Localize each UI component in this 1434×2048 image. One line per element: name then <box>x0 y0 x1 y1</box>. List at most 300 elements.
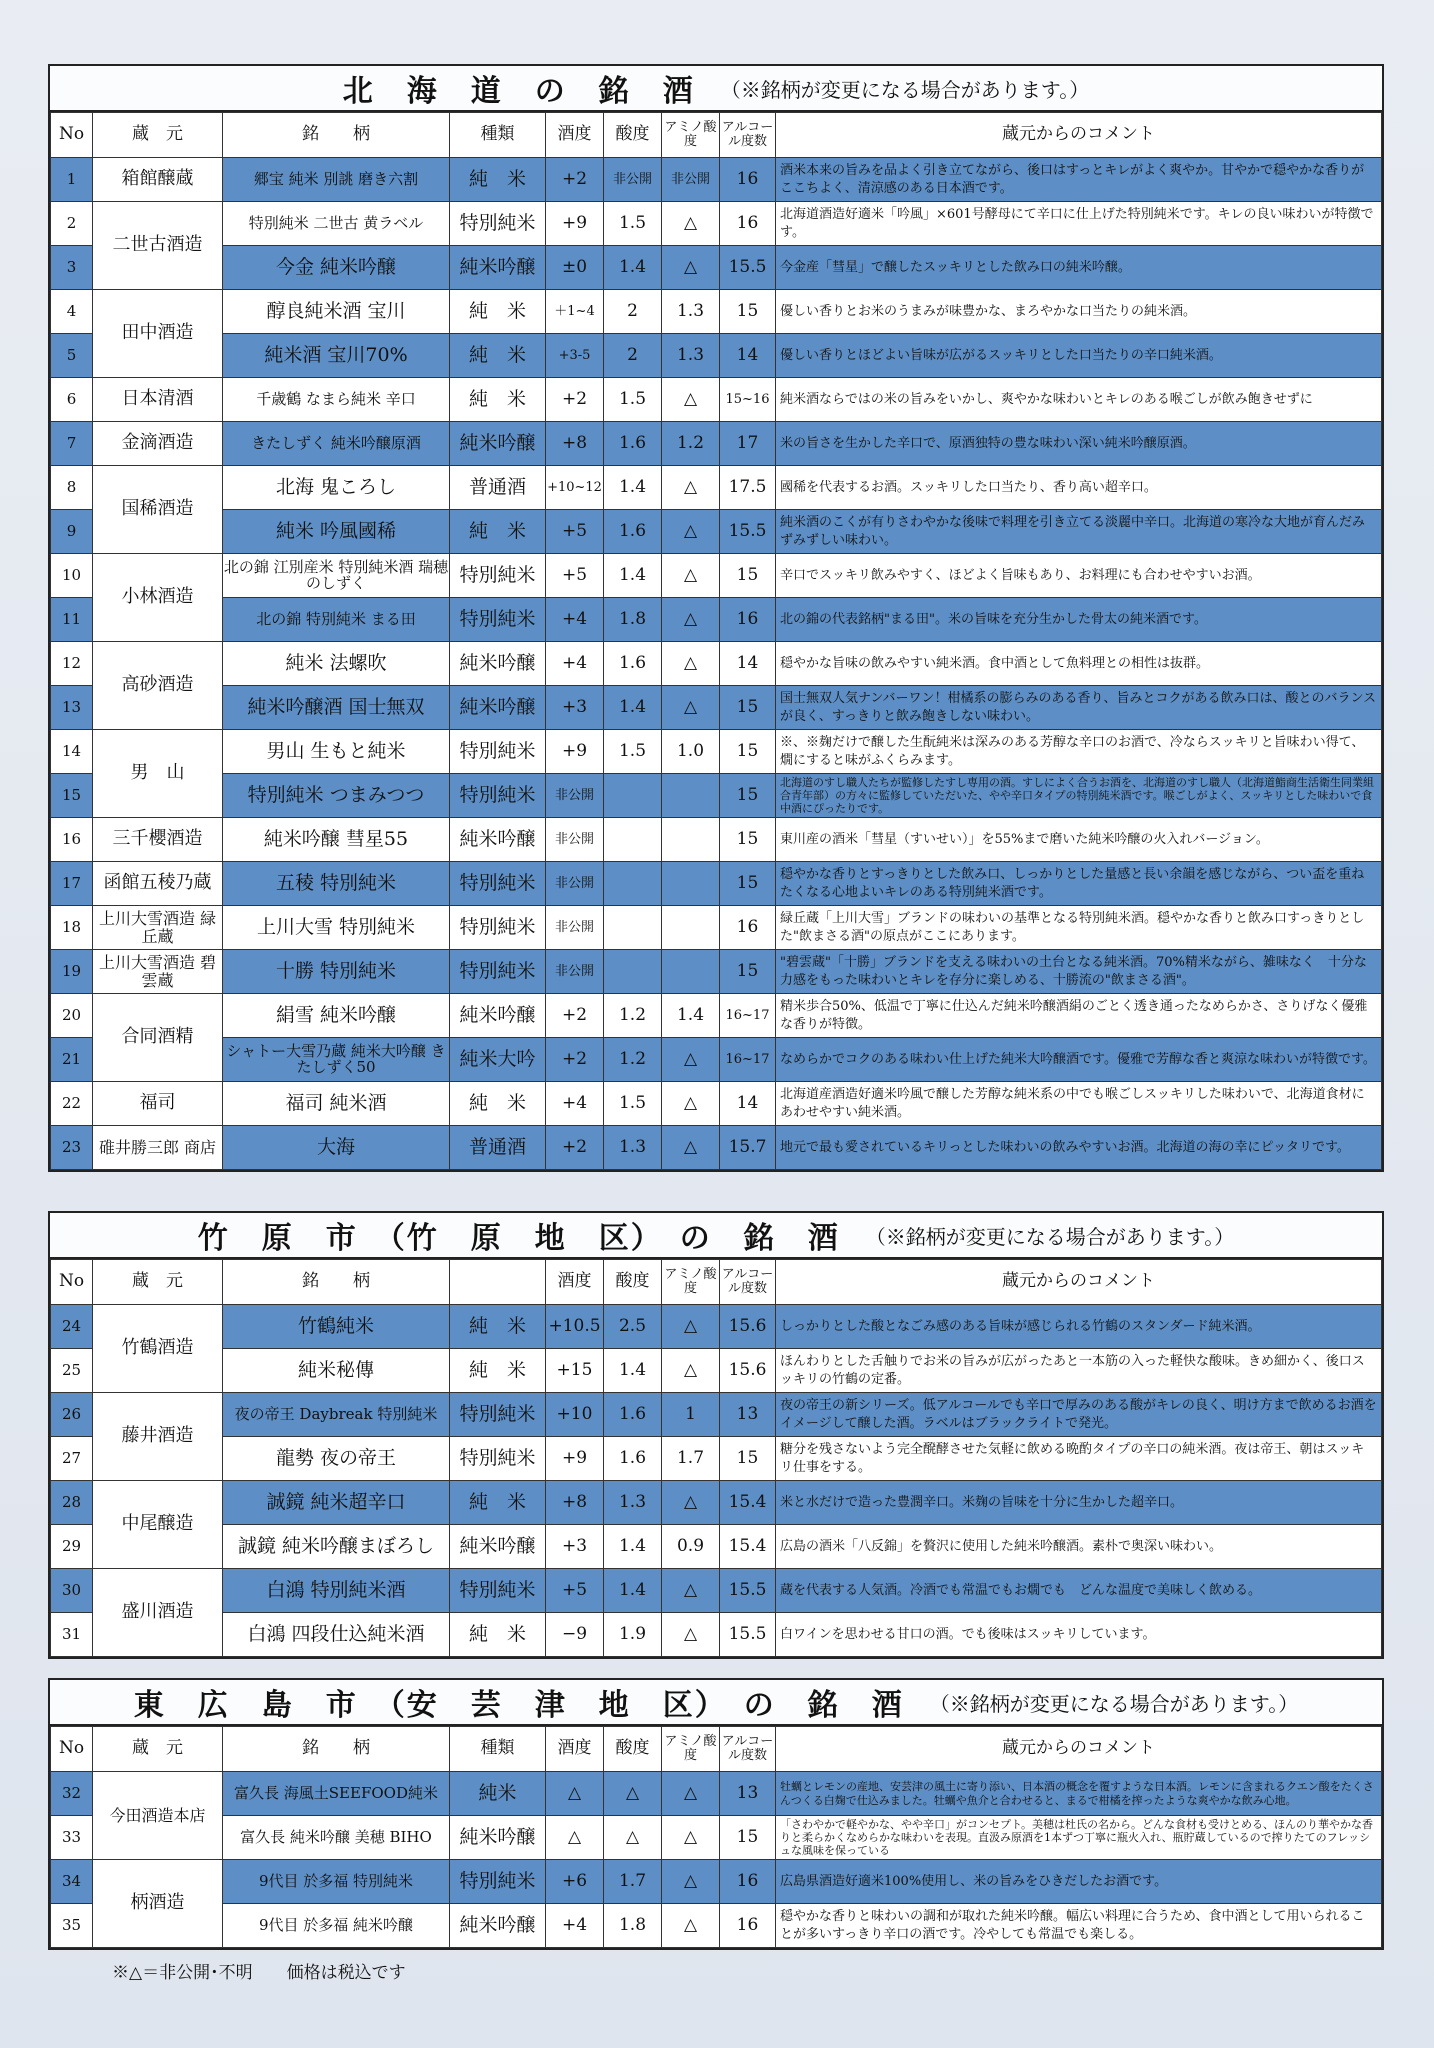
row-no: 14 <box>51 730 93 774</box>
row-sake: +4 <box>546 598 604 642</box>
row-acid: △ <box>604 1772 662 1816</box>
row-sake: +10~12 <box>546 466 604 510</box>
row-amino: △ <box>662 554 720 598</box>
header-kura: 蔵 元 <box>93 1260 223 1305</box>
row-sake: +2 <box>546 1126 604 1170</box>
sake-table <box>50 1259 1382 1657</box>
row-acid: 1.7 <box>604 1860 662 1904</box>
table-row <box>51 1437 1382 1481</box>
row-comment: 蔵を代表する人気酒。冷酒でも常温でもお燗でも どんな温度で美味しく飲める。 <box>776 1569 1382 1613</box>
row-kind: 純 米 <box>450 158 546 202</box>
table-row <box>51 1525 1382 1569</box>
row-amino: 1.3 <box>662 290 720 334</box>
row-kura: 合同酒精 <box>93 994 223 1082</box>
row-comment: 酒米本来の旨みを品よく引き立てながら、後口はすっとキレがよく爽やか。甘やかで穏やかな香りがここちよく、清涼感のある日本酒です。 <box>776 158 1382 202</box>
row-brand: 白鴻 特別純米酒 <box>223 1569 450 1613</box>
row-brand: 絹雪 純米吟醸 <box>223 994 450 1038</box>
row-kura: 国稀酒造 <box>93 466 223 554</box>
row-alc: 16 <box>720 598 776 642</box>
row-amino: △ <box>662 1126 720 1170</box>
row-sake: +9 <box>546 730 604 774</box>
row-alc: 15 <box>720 1816 776 1860</box>
header-amino: アミノ酸度 <box>662 1727 720 1772</box>
row-sake: +5 <box>546 510 604 554</box>
table-row <box>51 422 1382 466</box>
row-alc: 15.4 <box>720 1481 776 1525</box>
row-amino: △ <box>662 1349 720 1393</box>
header-acid: 酸度 <box>604 1727 662 1772</box>
row-alc: 16 <box>720 1904 776 1948</box>
row-kura: 福司 <box>93 1082 223 1126</box>
row-alc: 17 <box>720 422 776 466</box>
row-alc: 16~17 <box>720 1038 776 1082</box>
row-no: 20 <box>51 994 93 1038</box>
row-kind: 純 米 <box>450 1305 546 1349</box>
row-amino: 1.0 <box>662 730 720 774</box>
table-row <box>51 1772 1382 1816</box>
header-acid: 酸度 <box>604 1260 662 1305</box>
header-comment: 蔵元からのコメント <box>776 1727 1382 1772</box>
row-alc: 14 <box>720 1082 776 1126</box>
row-comment: 広島県酒造好適米100%使用し、米の旨みをひきだしたお酒です。 <box>776 1860 1382 1904</box>
row-brand: 北の錦 江別産米 特別純米酒 瑞穂のしずく <box>223 554 450 598</box>
row-amino: △ <box>662 686 720 730</box>
row-sake: +4 <box>546 642 604 686</box>
sake-table <box>50 1726 1382 1948</box>
row-kind: 純 米 <box>450 1481 546 1525</box>
header-alc: アルコール度数 <box>720 1260 776 1305</box>
table-row <box>51 774 1382 818</box>
row-comment: 米の旨さを生かした辛口で、原酒独特の豊な味わい深い純米吟醸原酒。 <box>776 422 1382 466</box>
row-amino: △ <box>662 1481 720 1525</box>
table-row <box>51 202 1382 246</box>
row-brand: 郷宝 純米 別誂 磨き六割 <box>223 158 450 202</box>
table-row <box>51 1860 1382 1904</box>
row-alc: 16 <box>720 158 776 202</box>
row-comment: 緑丘蔵「上川大雪」ブランドの味わいの基準となる特別純米酒。穏やかな香りと飲み口すっきりとした"飲まさる酒"の原点がここにあります。 <box>776 906 1382 950</box>
row-acid: 1.5 <box>604 378 662 422</box>
row-no: 17 <box>51 862 93 906</box>
row-amino: △ <box>662 1772 720 1816</box>
row-kind: 特別純米 <box>450 554 546 598</box>
row-acid: 1.3 <box>604 1126 662 1170</box>
row-comment: 精米歩合50%、低温で丁寧に仕込んだ純米吟醸酒絹のごとく透き通ったなめらかさ、さりげなく優雅な香りが特徴。 <box>776 994 1382 1038</box>
section-note: （※銘柄が変更になる場合があります。） <box>929 1691 1299 1716</box>
row-alc: 15 <box>720 950 776 994</box>
row-brand: 純米秘傳 <box>223 1349 450 1393</box>
row-brand: シャトー大雪乃蔵 純米大吟醸 きたしずく50 <box>223 1038 450 1082</box>
table-row <box>51 1082 1382 1126</box>
row-sake: +8 <box>546 1481 604 1525</box>
row-amino: △ <box>662 1082 720 1126</box>
row-alc: 15.6 <box>720 1349 776 1393</box>
row-comment: 国士無双人気ナンバーワン！柑橘系の膨らみのある香り、旨みとコクがある飲み口は、酸とのバランスが良く、すっきりと飲み飽きしない味わい。 <box>776 686 1382 730</box>
row-brand: 純米吟醸酒 国士無双 <box>223 686 450 730</box>
row-sake: ±0 <box>546 246 604 290</box>
table-row <box>51 1569 1382 1613</box>
header-alc: アルコール度数 <box>720 113 776 158</box>
row-sake: +9 <box>546 202 604 246</box>
row-brand: 純米 法螺吹 <box>223 642 450 686</box>
table-row <box>51 906 1382 950</box>
table-row <box>51 334 1382 378</box>
row-alc: 15 <box>720 1437 776 1481</box>
row-no: 6 <box>51 378 93 422</box>
section-title-bar <box>50 1213 1382 1259</box>
header-row <box>51 1727 1382 1772</box>
row-sake: +4 <box>546 1082 604 1126</box>
row-no: 21 <box>51 1038 93 1082</box>
row-amino: △ <box>662 510 720 554</box>
row-acid <box>604 818 662 862</box>
row-no: 16 <box>51 818 93 862</box>
row-alc: 16 <box>720 1860 776 1904</box>
row-brand: 誠鏡 純米超辛口 <box>223 1481 450 1525</box>
row-amino <box>662 906 720 950</box>
row-kind: 純 米 <box>450 378 546 422</box>
row-kind: 純米吟醸 <box>450 686 546 730</box>
table-row <box>51 1904 1382 1948</box>
row-comment: 牡蠣とレモンの産地、安芸津の風土に寄り添い、日本酒の概念を覆すような日本酒。レモンに含まれるクエン酸をたくさんつくる白麹で仕込みました。牡蠣や魚介と合わせると、まるで柑橘を搾ったような爽やかな飲み心地。 <box>776 1772 1382 1816</box>
row-no: 34 <box>51 1860 93 1904</box>
table-row <box>51 290 1382 334</box>
row-alc: 15 <box>720 818 776 862</box>
row-kind: 特別純米 <box>450 862 546 906</box>
row-kura: 田中酒造 <box>93 290 223 378</box>
row-acid: 1.4 <box>604 466 662 510</box>
row-kind: 特別純米 <box>450 1393 546 1437</box>
row-kind: 純米吟醸 <box>450 1816 546 1860</box>
row-alc: 15 <box>720 686 776 730</box>
table-row <box>51 1613 1382 1657</box>
row-no: 28 <box>51 1481 93 1525</box>
hokkaido-section <box>48 64 1384 1172</box>
row-acid: 1.6 <box>604 510 662 554</box>
row-alc: 13 <box>720 1772 776 1816</box>
row-no: 15 <box>51 774 93 818</box>
header-comment: 蔵元からのコメント <box>776 1260 1382 1305</box>
row-acid <box>604 774 662 818</box>
row-alc: 14 <box>720 642 776 686</box>
table-row <box>51 730 1382 774</box>
table-row <box>51 1305 1382 1349</box>
row-kind: 純米吟醸 <box>450 994 546 1038</box>
row-kind: 純 米 <box>450 1349 546 1393</box>
row-amino: 0.9 <box>662 1525 720 1569</box>
row-comment: 北海道産酒造好適米吟風で醸した芳醇な純米系の中でも喉ごしスッキリした味わいで、北海道食材にあわせやすい純米酒。 <box>776 1082 1382 1126</box>
row-amino: △ <box>662 642 720 686</box>
header-sake: 酒度 <box>546 1260 604 1305</box>
row-kind: 特別純米 <box>450 730 546 774</box>
row-comment: 今金産「彗星」で醸したスッキリとした飲み口の純米吟醸。 <box>776 246 1382 290</box>
header-sake: 酒度 <box>546 113 604 158</box>
row-amino: △ <box>662 598 720 642</box>
row-sake: △ <box>546 1816 604 1860</box>
row-brand: 福司 純米酒 <box>223 1082 450 1126</box>
row-kind: 特別純米 <box>450 598 546 642</box>
row-comment: 米と水だけで造った豊潤辛口。米麹の旨味を十分に生かした超辛口。 <box>776 1481 1382 1525</box>
row-kind: 普通酒 <box>450 1126 546 1170</box>
header-sake: 酒度 <box>546 1727 604 1772</box>
row-kind: 純米 <box>450 1772 546 1816</box>
table-row <box>51 466 1382 510</box>
row-brand: 純米 吟風國稀 <box>223 510 450 554</box>
header-kind: 種類 <box>450 113 546 158</box>
table-row <box>51 378 1382 422</box>
table-row <box>51 1126 1382 1170</box>
row-sake: +4 <box>546 1904 604 1948</box>
header-no: No <box>51 1260 93 1305</box>
table-row <box>51 950 1382 994</box>
row-brand: 富久長 純米吟醸 美穂 BIHO <box>223 1816 450 1860</box>
header-brand: 銘 柄 <box>223 1260 450 1305</box>
row-brand: 特別純米 つまみつつ <box>223 774 450 818</box>
row-brand: 北海 鬼ころし <box>223 466 450 510</box>
row-comment: "碧雲蔵"「十勝」ブランドを支える味わいの土台となる純米酒。70%精米ながら、雑味なく 十分な力感をもった味わいとキレを存分に楽しめる、十勝流の"飲まさる酒"。 <box>776 950 1382 994</box>
row-no: 4 <box>51 290 93 334</box>
row-kura: 箱館醸蔵 <box>93 158 223 202</box>
row-kind: 純米吟醸 <box>450 1525 546 1569</box>
row-brand: 北の錦 特別純米 まる田 <box>223 598 450 642</box>
row-alc: 15 <box>720 554 776 598</box>
row-acid <box>604 862 662 906</box>
row-brand: 特別純米 二世古 黄ラベル <box>223 202 450 246</box>
header-no: No <box>51 113 93 158</box>
row-kind: 純 米 <box>450 510 546 554</box>
row-kura: 藤井酒造 <box>93 1393 223 1481</box>
row-alc: 15 <box>720 730 776 774</box>
row-sake: +5 <box>546 554 604 598</box>
section-title: 東 広 島 市 （安 芸 津 地 区） の 銘 酒 <box>133 1688 904 1723</box>
row-acid: 1.5 <box>604 202 662 246</box>
row-alc: 15.5 <box>720 1569 776 1613</box>
row-no: 23 <box>51 1126 93 1170</box>
table-row <box>51 1349 1382 1393</box>
row-sake: 非公開 <box>546 818 604 862</box>
row-alc: 15.5 <box>720 246 776 290</box>
row-amino <box>662 862 720 906</box>
row-kind: 純米吟醸 <box>450 422 546 466</box>
row-amino: △ <box>662 202 720 246</box>
row-sake: −9 <box>546 1613 604 1657</box>
row-sake: ＋1~4 <box>546 290 604 334</box>
row-comment: 優しい香りとお米のうまみが味豊かな、まろやかな口当たりの純米酒。 <box>776 290 1382 334</box>
row-sake: +3 <box>546 1525 604 1569</box>
row-sake: +6 <box>546 1860 604 1904</box>
row-no: 10 <box>51 554 93 598</box>
row-amino: 1.7 <box>662 1437 720 1481</box>
row-no: 8 <box>51 466 93 510</box>
row-brand: 夜の帝王 Daybreak 特別純米 <box>223 1393 450 1437</box>
row-alc: 16~17 <box>720 994 776 1038</box>
row-kind: 純 米 <box>450 1613 546 1657</box>
row-amino: △ <box>662 466 720 510</box>
row-kura: 竹鶴酒造 <box>93 1305 223 1393</box>
section-note: （※銘柄が変更になる場合があります。） <box>720 77 1090 102</box>
row-alc: 15~16 <box>720 378 776 422</box>
row-alc: 13 <box>720 1393 776 1437</box>
row-amino: △ <box>662 378 720 422</box>
row-amino: △ <box>662 1569 720 1613</box>
header-comment: 蔵元からのコメント <box>776 113 1382 158</box>
table-row <box>51 510 1382 554</box>
row-no: 1 <box>51 158 93 202</box>
row-kind: 特別純米 <box>450 1569 546 1613</box>
row-kura: 盛川酒造 <box>93 1569 223 1657</box>
table-row <box>51 862 1382 906</box>
header-kura: 蔵 元 <box>93 113 223 158</box>
row-kind: 純米吟醸 <box>450 1904 546 1948</box>
row-no: 11 <box>51 598 93 642</box>
row-kind: 純米吟醸 <box>450 642 546 686</box>
header-row <box>51 1260 1382 1305</box>
row-kind: 普通酒 <box>450 466 546 510</box>
row-no: 2 <box>51 202 93 246</box>
row-comment: 北海道酒造好適米「吟風」×601号酵母にて辛口に仕上げた特別純米です。キレの良い味わいが特徴です。 <box>776 202 1382 246</box>
row-acid: 1.4 <box>604 1569 662 1613</box>
row-kura: 柄酒造 <box>93 1860 223 1948</box>
row-amino: △ <box>662 1613 720 1657</box>
row-no: 5 <box>51 334 93 378</box>
row-comment: 白ワインを思わせる甘口の酒。でも後味はスッキリしています。 <box>776 1613 1382 1657</box>
row-comment: 北海道のすし職人たちが監修したすし専用の酒。すしによく合うお酒を、北海道のすし職人（北海道鮨商生活衛生同業組合青年部）の方々に監修していただいた、やや辛口タイプの特別純米酒です。喉ごしがよく、スッキリとした味わいで食中酒にぴったりです。 <box>776 774 1382 818</box>
row-acid: 1.6 <box>604 1437 662 1481</box>
row-comment: 穏やかな旨味の飲みやすい純米酒。食中酒として魚料理との相性は抜群。 <box>776 642 1382 686</box>
row-acid: 1.5 <box>604 1082 662 1126</box>
table-row <box>51 994 1382 1038</box>
row-no: 25 <box>51 1349 93 1393</box>
header-amino: アミノ酸度 <box>662 113 720 158</box>
row-alc: 15 <box>720 290 776 334</box>
row-no: 3 <box>51 246 93 290</box>
row-alc: 15 <box>720 774 776 818</box>
row-sake: 非公開 <box>546 950 604 994</box>
row-comment: なめらかでコクのある味わい仕上げた純米大吟醸酒です。優雅で芳醇な香と爽涼な味わいが特徴です。 <box>776 1038 1382 1082</box>
row-no: 33 <box>51 1816 93 1860</box>
row-brand: 純米吟醸 彗星55 <box>223 818 450 862</box>
table-row <box>51 158 1382 202</box>
row-no: 29 <box>51 1525 93 1569</box>
row-amino: △ <box>662 246 720 290</box>
row-no: 12 <box>51 642 93 686</box>
row-kind: 純 米 <box>450 334 546 378</box>
footer-note: ※△＝非公開･不明 価格は税込です <box>112 1963 406 1983</box>
row-comment: ※、※麹だけで醸した生酛純米は深みのある芳醇な辛口のお酒で、冷ならスッキリと旨味わい得て、燗にすると味がふくらみます。 <box>776 730 1382 774</box>
table-row <box>51 686 1382 730</box>
section-title-bar <box>50 1680 1382 1726</box>
row-amino <box>662 774 720 818</box>
row-brand: 純米酒 宝川70% <box>223 334 450 378</box>
table-row <box>51 246 1382 290</box>
row-acid: 2 <box>604 334 662 378</box>
row-acid: 1.9 <box>604 1613 662 1657</box>
row-no: 7 <box>51 422 93 466</box>
row-amino <box>662 950 720 994</box>
row-alc: 15 <box>720 862 776 906</box>
row-brand: 十勝 特別純米 <box>223 950 450 994</box>
row-acid <box>604 950 662 994</box>
row-alc: 15.6 <box>720 1305 776 1349</box>
row-comment: 純米酒ならではの米の旨みをいかし、爽やかな味わいとキレのある喉ごしが飲み飽きせずに <box>776 378 1382 422</box>
row-amino <box>662 818 720 862</box>
header-alc: アルコール度数 <box>720 1727 776 1772</box>
section-title: 北 海 道 の 銘 酒 <box>342 74 695 109</box>
header-kind: 種類 <box>450 1727 546 1772</box>
row-kura: 高砂酒造 <box>93 642 223 730</box>
row-comment: 夜の帝王の新シリーズ。低アルコールでも辛口で厚みのある酸がキレの良く、明け方まで飲めるお酒をイメージして醸した酒。ラベルはブラックライトで発光。 <box>776 1393 1382 1437</box>
header-kind-empty <box>450 1260 546 1305</box>
row-no: 19 <box>51 950 93 994</box>
row-kura: 三千櫻酒造 <box>93 818 223 862</box>
row-acid: △ <box>604 1816 662 1860</box>
row-sake: 非公開 <box>546 906 604 950</box>
row-kura: 碓井勝三郎 商店 <box>93 1126 223 1170</box>
row-brand: 富久長 海風土SEEFOOD純米 <box>223 1772 450 1816</box>
row-comment: 糖分を残さないよう完全醗酵させた気軽に飲める晩酌タイプの辛口の純米酒。夜は帝王、朝はスッキリ仕事をする。 <box>776 1437 1382 1481</box>
row-comment: ほんわりとした舌触りでお米の旨みが広がったあと一本筋の入った軽快な酸味。きめ細かく、後口スッキリの竹鶴の定番。 <box>776 1349 1382 1393</box>
row-kind: 純米吟醸 <box>450 818 546 862</box>
row-kind: 特別純米 <box>450 950 546 994</box>
row-alc: 17.5 <box>720 466 776 510</box>
row-brand: 五稜 特別純米 <box>223 862 450 906</box>
row-brand: 9代目 於多福 純米吟醸 <box>223 1904 450 1948</box>
row-comment: 辛口でスッキリ飲みやすく、ほどよく旨味もあり、お料理にも合わせやすいお酒。 <box>776 554 1382 598</box>
row-comment: 「さわやかで軽やかな、やや辛口」がコンセプト。美穂は杜氏の名から。どんな食材も受けとめる、ほんのり華やかな香りと柔らかくなめらかな味わいを表現。直汲み原酒を1本ずつ丁寧に瓶火入れ、瓶貯蔵しているので搾りたてのフレッシュな風味を保っている <box>776 1816 1382 1860</box>
section-title: 竹 原 市 （竹 原 地 区） の 銘 酒 <box>197 1221 840 1256</box>
row-amino: 非公開 <box>662 158 720 202</box>
header-brand: 銘 柄 <box>223 113 450 158</box>
row-alc: 15.5 <box>720 1613 776 1657</box>
row-amino: △ <box>662 1904 720 1948</box>
row-amino: 1.4 <box>662 994 720 1038</box>
row-kind: 特別純米 <box>450 774 546 818</box>
row-sake: 非公開 <box>546 862 604 906</box>
row-comment: 広島の酒米「八反錦」を贅沢に使用した純米吟醸酒。素朴で奥深い味わい。 <box>776 1525 1382 1569</box>
row-brand: 男山 生もと純米 <box>223 730 450 774</box>
row-acid: 1.4 <box>604 554 662 598</box>
row-comment: 東川産の酒米「彗星（すいせい）」を55%まで磨いた純米吟醸の火入れバージョン。 <box>776 818 1382 862</box>
header-no: No <box>51 1727 93 1772</box>
row-sake: +3 <box>546 686 604 730</box>
row-acid: 1.5 <box>604 730 662 774</box>
header-row <box>51 113 1382 158</box>
row-kind: 純米吟醸 <box>450 246 546 290</box>
row-brand: 上川大雪 特別純米 <box>223 906 450 950</box>
row-no: 26 <box>51 1393 93 1437</box>
row-comment: 優しい香りとほどよい旨味が広がるスッキリとした口当たりの辛口純米酒。 <box>776 334 1382 378</box>
row-no: 30 <box>51 1569 93 1613</box>
row-no: 18 <box>51 906 93 950</box>
row-comment: 純米酒のこくが有りさわやかな後味で料理を引き立てる淡麗中辛口。北海道の寒冷な大地が育んだみずみずしい味わい。 <box>776 510 1382 554</box>
row-kind: 純 米 <box>450 1082 546 1126</box>
section-note: （※銘柄が変更になる場合があります。） <box>865 1224 1235 1249</box>
row-kura: 日本清酒 <box>93 378 223 422</box>
row-acid: 1.6 <box>604 642 662 686</box>
row-comment: 穏やかな香りとすっきりとした飲み口、しっかりとした量感と長い余韻を感じながら、つい盃を重ねたくなる心地よいキレのある特別純米酒です。 <box>776 862 1382 906</box>
row-acid: 非公開 <box>604 158 662 202</box>
row-no: 13 <box>51 686 93 730</box>
row-brand: 9代目 於多福 特別純米 <box>223 1860 450 1904</box>
row-kura: 中尾醸造 <box>93 1481 223 1569</box>
row-kura: 金滴酒造 <box>93 422 223 466</box>
header-amino: アミノ酸度 <box>662 1260 720 1305</box>
table-row <box>51 1393 1382 1437</box>
table-row <box>51 554 1382 598</box>
row-acid: 1.4 <box>604 1525 662 1569</box>
header-brand: 銘 柄 <box>223 1727 450 1772</box>
row-brand: 白鴻 四段仕込純米酒 <box>223 1613 450 1657</box>
row-alc: 15.7 <box>720 1126 776 1170</box>
